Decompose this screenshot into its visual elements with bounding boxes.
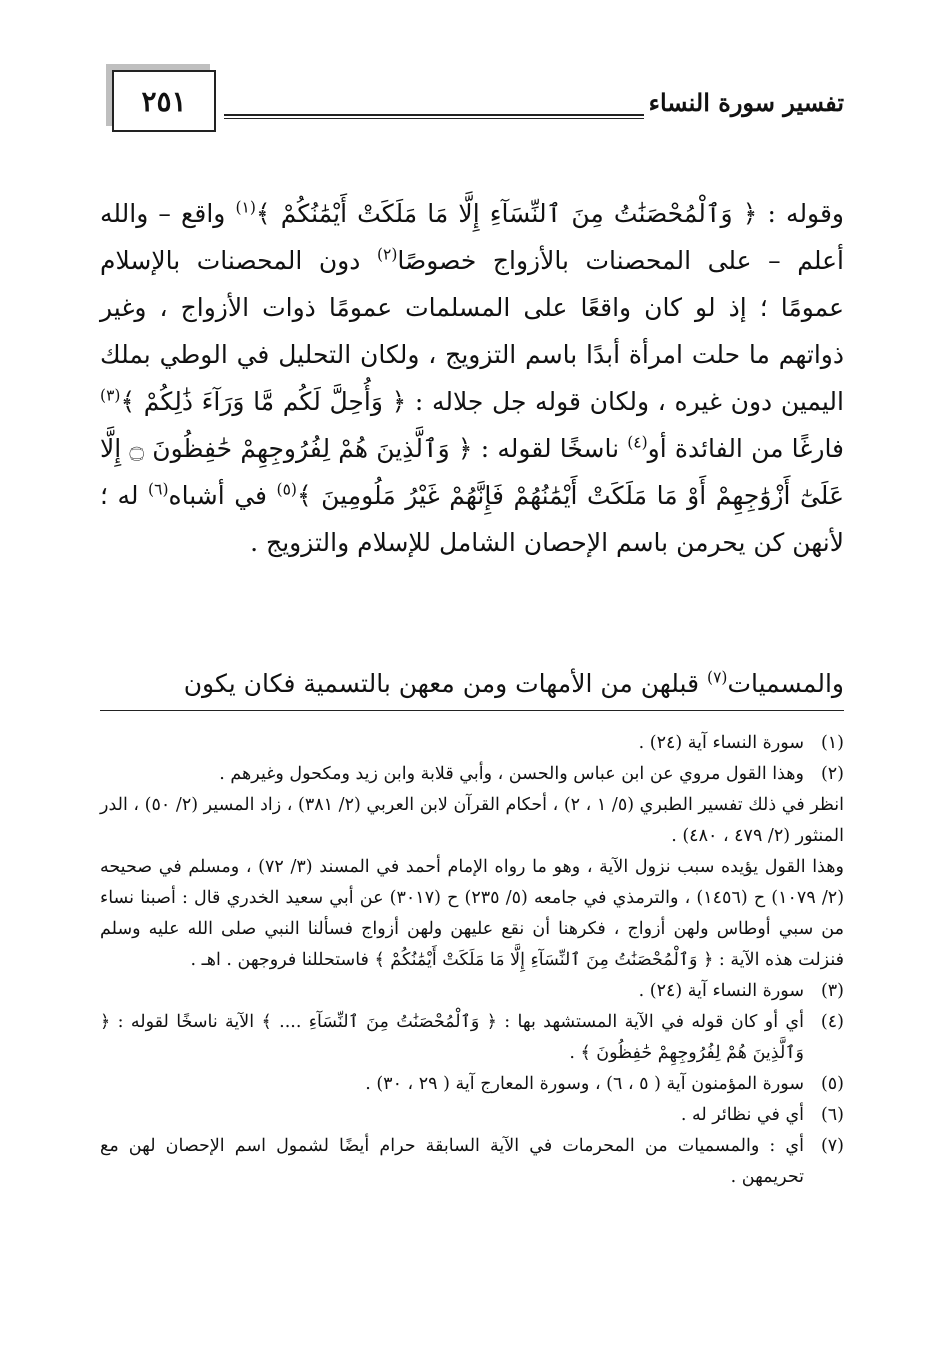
quran-verse: ﴿ وَٱلْمُحْصَنَٰتُ مِنَ ٱلنِّسَآءِ .... ﴾ [261,1012,497,1032]
footnote-number: (٤) [820,1012,844,1032]
text: في أشباه [168,481,277,510]
footnote-2 [100,759,844,790]
footnote-text: انظر في ذلك تفسير الطبري (٥/ ١ ، ٢) ، أحكام القرآن لابن العربي (٢/ ٣٨١) ، زاد المسير (٢/ ٥٠) ، الدر المنثور (٢/ ٤٧٩ ، ٤٨٠) . [100,795,845,846]
text: واقع – والله أعلم – على المحصنات بالأزواج خصوصًا [100,199,844,275]
footnote-text: سورة النساء آية (٢٤) . [638,981,804,1001]
header-rule [224,114,644,119]
text: قبلهن من الأمهات ومن معهن بالتسمية فكان يكون [183,669,707,698]
quran-verse: ﴿ وَٱلْمُحْصَنَٰتُ مِنَ ٱلنِّسَآءِ إِلَّا مَا مَلَكَتْ أَيْمَٰنُكُمْ ﴾ [255,199,758,228]
footnote-text: فاستحللنا فروجهن . اهـ . [190,950,375,970]
footnote-ref: (٧) [707,668,728,687]
footnote-7 [100,1131,844,1193]
text: دون المحصنات بالإسلام عمومًا ؛ إذ لو كان واقعًا على المسلمات عمومًا ذوات الأزواج ، وغير ذواتهم ما حلت امرأة أبدًا باسم التزويج ، ولكان التحليل في الوطي بملك اليمين دون غيره ، ولكان قوله جل جلاله : [100,246,844,416]
footnote-6 [100,1100,844,1131]
page-number: ٢٥١ [112,70,216,132]
quran-verse: ﴿ وَٱلَّذِينَ هُمْ لِفُرُوجِهِمْ حَٰفِظُونَ ۝ إِلَّا عَلَىٰٓ أَزْوَٰجِهِمْ أَوْ مَا مَلَكَتْ أَيْمَٰنُهُمْ فَإِنَّهُمْ غَيْرُ مَلُومِينَ ﴾ [100,434,844,510]
footnote-number: (٦) [820,1105,844,1125]
footnote-2-hadith [100,852,844,976]
quran-verse: ﴿ وَٱلَّذِينَ هُمْ لِفُرُوجِهِمْ حَٰفِظُونَ ﴾ [100,1012,804,1063]
footnote-text: سورة النساء آية (٢٤) . [638,733,804,753]
text: والمسميات [727,669,844,698]
footnote-text: أي في نظائر له . [680,1105,804,1125]
footnote-3 [100,976,844,1007]
footnote-text: . [569,1043,581,1063]
footnotes [100,728,844,1193]
footnote-1 [100,728,844,759]
footnote-separator [100,710,844,711]
footnote-number: (١) [820,733,844,753]
footnote-text: الآية ناسخًا لقوله : [110,1012,262,1032]
second-paragraph [100,660,844,707]
main-paragraph [100,190,844,566]
text: ناسخًا لقوله : [472,434,628,463]
text: له ؛ لأنهن كن يحرمن باسم الإحصان الشامل للإسلام والتزويج . [100,481,844,557]
footnote-number: (٣) [820,981,844,1001]
footnote-ref: (٦) [148,480,169,499]
footnote-text: أي أو كان قوله في الآية المستشهد بها : [496,1012,804,1032]
text: فارغًا من الفائدة أو [647,434,845,463]
footnote-4 [100,1007,844,1069]
text: وقوله : [757,199,844,228]
footnote-ref: (٥) [276,480,297,499]
footnote-text: وهذا القول مروي عن ابن عباس والحسن ، وأبي قلابة وابن زيد ومكحول وغيرهم . [219,764,804,784]
footnote-2-sources [100,790,844,852]
footnote-ref: (٤) [627,433,648,452]
footnote-text: وهذا القول يؤيده سبب نزول الآية ، وهو ما رواه الإمام أحمد في المسند (٣/ ٧٢) ، ومسلم في صحيحه (٢/ ١٠٧٩) ح (١٤٥٦) ، والترمذي في جامعه (٥/ ٢٣٥) ح (٣٠١٧) عن أبي سعيد الخدري قال : أصبنا نساء من سبي أوطاس ولهن أزواج ، فكرهنا أن نقع عليهن ولهن أزواج فسألنا النبي صلى الله عليه وسلم فنزلت هذه الآية : [100,857,845,970]
footnote-ref: (١) [235,198,256,217]
running-title: تفسير سورة النساء [648,88,844,117]
footnote-number: (٧) [820,1136,844,1156]
quran-verse: ﴿ وَأُحِلَّ لَكُم مَّا وَرَآءَ ذَٰلِكُمْ ﴾ [120,387,407,416]
footnote-ref: (٣) [100,386,121,405]
footnote-5 [100,1069,844,1100]
footnote-text: أي : والمسميات من المحرمات في الآية السابقة حرام أيضًا لشمول اسم الإحصان لهن مع تحريمهن . [100,1136,804,1187]
footnote-number: (٢) [820,764,844,784]
footnote-text: سورة المؤمنون آية ( ٥ ، ٦) ، وسورة المعارج آية ( ٢٩ ، ٣٠) . [365,1074,804,1094]
footnote-number: (٥) [820,1074,844,1094]
page-header [112,70,844,132]
footnote-ref: (٢) [376,245,398,264]
quran-verse: ﴿ وَٱلْمُحْصَنَٰتُ مِنَ ٱلنِّسَآءِ إِلَّا مَا مَلَكَتْ أَيْمَٰنُكُمْ ﴾ [374,950,714,970]
